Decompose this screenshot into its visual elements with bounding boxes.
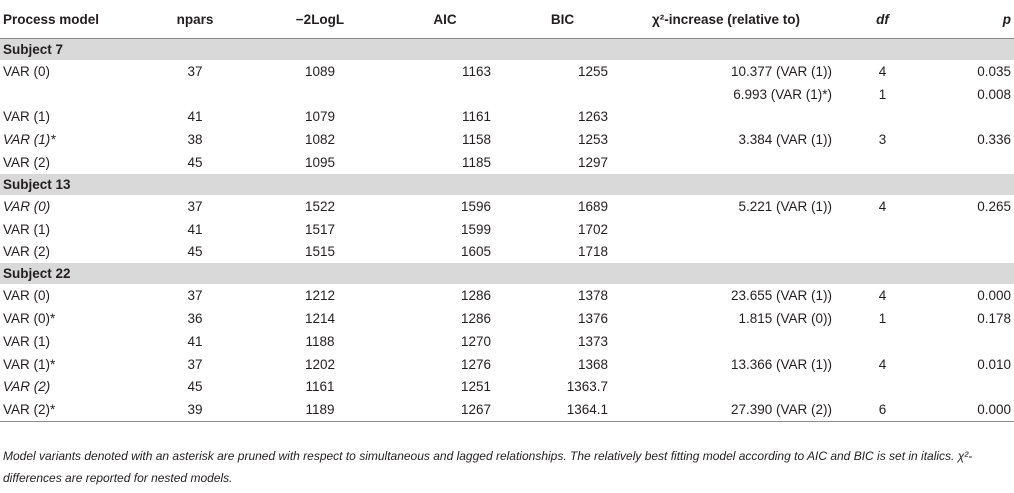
cell-neg2logl: 1202 bbox=[304, 356, 336, 372]
cell-df bbox=[835, 376, 930, 399]
cell-process-model: VAR (1) bbox=[3, 109, 51, 125]
table-row bbox=[0, 284, 1014, 307]
cell-npars: 39 bbox=[135, 398, 255, 421]
table-footnote: Model variants denoted with an asterisk are pruned with respect to simultaneous and lagged relationships. The relatively best fitting model according to AIC and BIC is set in italics. χ²-differences are reported for nested models. bbox=[3, 449, 973, 485]
cell-bic: 1718 bbox=[577, 244, 608, 260]
cell-df: 3 bbox=[878, 132, 887, 148]
cell-process-model: VAR (1)* bbox=[3, 356, 56, 372]
cell-chi-increase: 10.377 (VAR (1)) bbox=[730, 63, 832, 79]
cell-neg2logl: 1188 bbox=[305, 333, 335, 349]
cell-aic: 1605 bbox=[460, 244, 491, 260]
cell-bic: 1297 bbox=[577, 155, 608, 171]
table-row bbox=[0, 128, 1014, 151]
cell-chi-increase: 1.815 (VAR (0)) bbox=[738, 311, 832, 327]
cell-neg2logl: 1517 bbox=[304, 221, 336, 237]
cell-neg2logl: 1161 bbox=[305, 379, 335, 395]
cell-chi-increase bbox=[620, 106, 835, 129]
cell-process-model: VAR (2) bbox=[3, 155, 51, 171]
cell-aic: 1286 bbox=[460, 288, 491, 304]
cell-npars: 37 bbox=[187, 198, 203, 214]
cell-process-model: VAR (1) bbox=[3, 221, 51, 237]
table-row bbox=[0, 60, 1014, 83]
cell-p: 0.010 bbox=[977, 356, 1011, 372]
cell-aic: 1158 bbox=[461, 132, 491, 148]
subject-header-row bbox=[0, 263, 1014, 284]
cell-process-model: VAR (1)* bbox=[3, 132, 56, 148]
cell-aic: 1163 bbox=[461, 63, 491, 79]
table-row bbox=[0, 218, 1014, 241]
cell-chi-increase bbox=[620, 151, 835, 174]
cell-process-model: VAR (2) bbox=[3, 379, 51, 395]
cell-chi-increase: 13.366 (VAR (1)) bbox=[730, 356, 832, 372]
cell-npars: 41 bbox=[187, 221, 203, 237]
cell-p: 0.336 bbox=[977, 132, 1011, 148]
cell-df: 4 bbox=[878, 356, 887, 372]
cell-bic: 1702 bbox=[577, 221, 608, 237]
cell-bic: 1368 bbox=[577, 356, 608, 372]
cell-df bbox=[835, 106, 930, 129]
table-row bbox=[0, 106, 1014, 129]
table-row bbox=[0, 151, 1014, 174]
cell-p: 0.265 bbox=[977, 198, 1011, 214]
header-df: df bbox=[835, 0, 930, 39]
table-row bbox=[0, 307, 1014, 330]
cell-chi-increase: 5.221 (VAR (1)) bbox=[738, 198, 832, 214]
cell-npars bbox=[135, 83, 255, 106]
cell-npars: 37 bbox=[187, 356, 203, 372]
cell-process-model: VAR (0) bbox=[3, 288, 51, 304]
header-row bbox=[0, 0, 1014, 39]
cell-bic: 1363.7 bbox=[566, 379, 608, 395]
cell-process-model: VAR (0)* bbox=[3, 311, 56, 327]
subject-title: Subject 7 bbox=[0, 39, 1014, 61]
cell-process-model: VAR (2)* bbox=[0, 398, 135, 421]
cell-neg2logl: 1214 bbox=[304, 311, 336, 327]
cell-npars: 41 bbox=[187, 333, 203, 349]
cell-p: 0.000 bbox=[930, 398, 1014, 421]
cell-bic: 1376 bbox=[577, 311, 608, 327]
cell-process-model bbox=[0, 83, 135, 106]
cell-aic: 1267 bbox=[385, 398, 505, 421]
cell-aic: 1599 bbox=[460, 221, 491, 237]
cell-df bbox=[835, 218, 930, 241]
cell-chi-increase: 6.993 (VAR (1)*) bbox=[733, 86, 832, 102]
cell-bic: 1263 bbox=[577, 109, 608, 125]
cell-neg2logl: 1515 bbox=[304, 244, 336, 260]
cell-p bbox=[930, 241, 1014, 264]
cell-p bbox=[930, 330, 1014, 353]
cell-chi-increase bbox=[620, 218, 835, 241]
cell-aic: 1286 bbox=[460, 311, 491, 327]
cell-chi-increase: 23.655 (VAR (1)) bbox=[730, 288, 832, 304]
table-row bbox=[0, 353, 1014, 376]
cell-chi-increase: 3.384 (VAR (1)) bbox=[738, 132, 832, 148]
cell-npars: 45 bbox=[187, 155, 203, 171]
cell-df: 4 bbox=[878, 288, 887, 304]
cell-aic: 1185 bbox=[461, 155, 491, 171]
cell-df bbox=[835, 241, 930, 264]
subject-title: Subject 22 bbox=[0, 263, 1014, 284]
cell-p: 0.035 bbox=[977, 63, 1011, 79]
header-bic: BIC bbox=[505, 0, 620, 39]
table-row bbox=[0, 241, 1014, 264]
cell-aic: 1161 bbox=[461, 109, 491, 125]
header-aic: AIC bbox=[385, 0, 505, 39]
cell-npars: 41 bbox=[187, 109, 203, 125]
cell-p: 0.178 bbox=[977, 311, 1011, 327]
cell-neg2logl bbox=[255, 83, 385, 106]
cell-bic: 1253 bbox=[577, 132, 608, 148]
cell-bic bbox=[505, 83, 620, 106]
cell-df: 6 bbox=[835, 398, 930, 421]
cell-p bbox=[930, 376, 1014, 399]
table-row bbox=[0, 330, 1014, 353]
table-body bbox=[0, 39, 1014, 422]
cell-p: 0.008 bbox=[977, 86, 1011, 102]
cell-neg2logl: 1212 bbox=[304, 288, 336, 304]
table-row bbox=[0, 398, 1014, 421]
cell-aic: 1251 bbox=[460, 379, 491, 395]
cell-bic: 1689 bbox=[577, 198, 608, 214]
cell-neg2logl: 1079 bbox=[304, 109, 336, 125]
table-row bbox=[0, 195, 1014, 218]
cell-neg2logl: 1189 bbox=[255, 398, 385, 421]
cell-bic: 1373 bbox=[577, 333, 608, 349]
cell-bic: 1378 bbox=[577, 288, 608, 304]
cell-p bbox=[930, 218, 1014, 241]
cell-aic: 1596 bbox=[460, 198, 491, 214]
cell-df: 4 bbox=[878, 63, 887, 79]
subject-title: Subject 13 bbox=[0, 174, 1014, 195]
cell-df bbox=[835, 151, 930, 174]
header-npars: npars bbox=[135, 0, 255, 39]
cell-aic: 1270 bbox=[460, 333, 491, 349]
cell-chi-increase bbox=[620, 330, 835, 353]
cell-chi-increase: 27.390 (VAR (2)) bbox=[620, 398, 835, 421]
cell-aic bbox=[385, 83, 505, 106]
cell-df bbox=[835, 330, 930, 353]
subject-header-row bbox=[0, 39, 1014, 61]
cell-bic: 1364.1 bbox=[505, 398, 620, 421]
header-p: p bbox=[930, 0, 1014, 39]
cell-process-model: VAR (1) bbox=[3, 333, 51, 349]
cell-df: 1 bbox=[878, 311, 887, 327]
cell-neg2logl: 1095 bbox=[304, 155, 336, 171]
cell-npars: 45 bbox=[187, 244, 203, 260]
cell-npars: 45 bbox=[187, 379, 203, 395]
cell-neg2logl: 1522 bbox=[304, 198, 336, 214]
cell-neg2logl: 1082 bbox=[304, 132, 336, 148]
cell-p bbox=[930, 106, 1014, 129]
header-chi-increase: χ²-increase (relative to) bbox=[620, 0, 835, 39]
cell-chi-increase bbox=[620, 241, 835, 264]
cell-bic: 1255 bbox=[577, 63, 608, 79]
subject-header-row bbox=[0, 174, 1014, 195]
cell-process-model: VAR (0) bbox=[3, 198, 51, 214]
cell-npars: 38 bbox=[187, 132, 203, 148]
cell-aic: 1276 bbox=[460, 356, 491, 372]
cell-npars: 36 bbox=[187, 311, 203, 327]
header-process-model: Process model bbox=[0, 0, 135, 39]
cell-npars: 37 bbox=[187, 63, 203, 79]
table-row bbox=[0, 376, 1014, 399]
cell-df: 1 bbox=[878, 86, 887, 102]
cell-p: 0.000 bbox=[977, 288, 1011, 304]
cell-npars: 37 bbox=[187, 288, 203, 304]
table-row bbox=[0, 83, 1014, 106]
cell-neg2logl: 1089 bbox=[304, 63, 336, 79]
cell-process-model: VAR (0) bbox=[3, 63, 51, 79]
cell-process-model: VAR (2) bbox=[3, 244, 51, 260]
cell-df: 4 bbox=[878, 198, 887, 214]
header-neg2logl: −2LogL bbox=[255, 0, 385, 39]
cell-p bbox=[930, 151, 1014, 174]
cell-chi-increase bbox=[620, 376, 835, 399]
